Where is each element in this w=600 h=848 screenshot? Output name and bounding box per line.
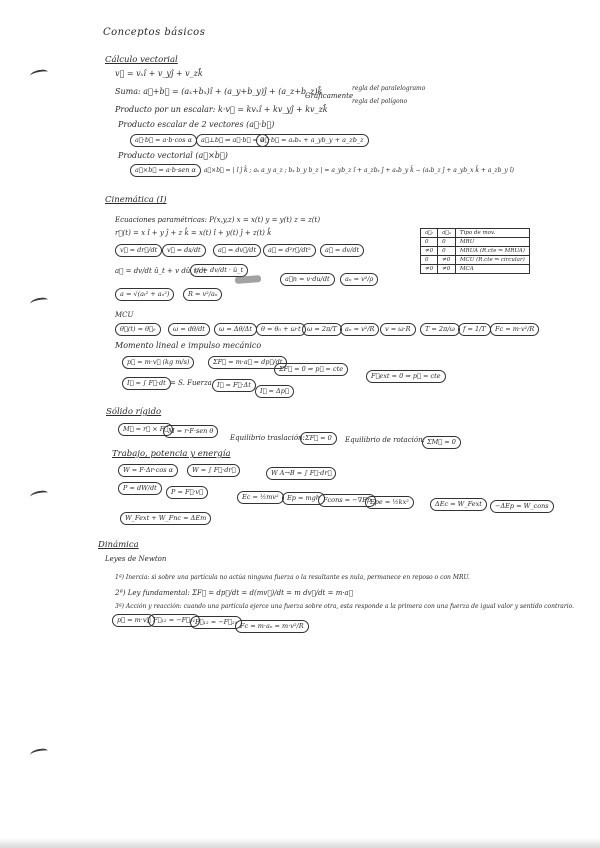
kinematics-box: v⃗ = ds/dt — [162, 244, 206, 257]
impulse-box: I⃗ = ∫ F⃗·dt — [122, 377, 171, 390]
newton-box: p⃗ = m·v⃗ — [112, 614, 155, 627]
page-edge-shadow — [0, 838, 600, 848]
punch-hole-mark — [30, 69, 49, 79]
cross-product-box: a⃗×b⃗ = a·b·sen α — [130, 164, 201, 177]
punch-hole-mark — [30, 490, 49, 500]
impulse-box: I⃗ = Δp⃗ — [255, 385, 294, 398]
newton-second-law: 2ª) Ley fundamental: ΣF⃗ = dp⃗/dt = d(mv⃗)/dt = m dv⃗/dt = m·a⃗ — [115, 589, 353, 597]
cross-product-determinant: a⃗×b⃗ = | î ĵ k̂ ; aₓ a_y a_z ; bₓ b_y b_z | = a_yb_z î + a_zbₓ ĵ + aₓb_y k̂ − (aₓb_z ĵ + a_yb_x k̂ + a_zb_y î) — [204, 167, 514, 174]
scalar-product-line: Producto por un escalar: k·v⃗ = kvₓî + kv_yĵ + kv_zk̂ — [115, 105, 328, 114]
impulse-box: I⃗ = F⃗·Δt — [212, 379, 256, 392]
energy-box: W_Fext + W_Fnc = ΔEm — [120, 512, 211, 525]
energy-box: Ec = ½mv² — [237, 491, 284, 504]
kinematics-box: aₙ = v²/ρ — [340, 273, 378, 286]
punch-hole-mark — [30, 297, 49, 307]
energy-box: Ep = mgh — [282, 492, 325, 505]
newton-third-law: 3ª) Acción y reacción: cuando una partícula ejerce una fuerza sobre otra, esta responde a la primera con una fuerza de igual valor y sentido contrario. — [115, 603, 575, 610]
newton-box: F⃗₁₂ = −F⃗₂₁ — [190, 616, 242, 629]
dot-product-box: a⃗·b⃗ = aₓbₓ + a_yb_y + a_zb_z — [256, 134, 369, 147]
work-heading: Trabajo, potencia y energía — [112, 449, 231, 459]
kinematics-box: a⃗n = v·du/dt — [280, 273, 335, 286]
mcu-box: T = 2π/ω — [420, 323, 460, 336]
dynamics-heading: Dinámica — [98, 540, 139, 550]
dot-product-title: Producto escalar de 2 vectores (a⃗·b⃗) — [118, 120, 275, 129]
power-box: P = dW/dt — [118, 482, 162, 495]
mcu-box: ω = dθ/dt — [168, 323, 210, 336]
polygon-rule: regla del polígono — [352, 98, 408, 105]
kinematics-box: a⃗ = dv/dt — [320, 244, 364, 257]
mcu-box: Fc = m·v²/R — [490, 323, 539, 336]
momentum-title: Momento lineal e impulso mecánico — [115, 341, 262, 350]
work-box: W A→B = ∫ F⃗·dr⃗ — [266, 467, 336, 480]
kinematics-box: a⃗ = dv⃗/dt — [213, 244, 261, 257]
vectorial-heading: Cálculo vectorial — [105, 55, 178, 65]
mcu-box: θ⃗(t) = θ⃗₀ — [115, 323, 161, 336]
newton-laws-title: Leyes de Newton — [105, 555, 167, 563]
energy-box: −ΔEp = W_cons — [490, 500, 554, 513]
mcu-box: θ = θ₀ + ω·t — [256, 323, 306, 336]
acceleration-decomposition: a⃗ = dv/dt û_t + v dû_t/dt — [115, 267, 207, 275]
table-row: 0 ≠0 MCU (R.cte ⇒ circular) — [421, 256, 530, 265]
kinematics-heading: Cinemática (I) — [105, 195, 167, 205]
vector-sum: Suma: a⃗+b⃗ = (aₓ+bₓ)î + (a_y+b_y)ĵ + (a_z+b_z)k̂ — [115, 87, 323, 96]
punch-hole-mark — [30, 748, 49, 758]
kinematics-box: aₜ = dv/dt · û_t — [190, 264, 248, 277]
newton-first-law: 1ª) Inercia: si sobre una partícula no actúa ninguna fuerza o la resultante es nula, permanece en reposo o con MRU. — [115, 574, 470, 581]
newton-box: Fc = m·aₙ = m·v²/R — [235, 620, 309, 633]
mcu-label: MCU — [115, 311, 134, 319]
kinematics-box: R = v²/aₙ — [183, 288, 222, 301]
work-box: W = ∫ F⃗·dr⃗ — [187, 464, 240, 477]
power-box: P = F⃗·v⃗ — [166, 486, 208, 499]
parallelogram-rule: regla del paralelogramo — [352, 85, 426, 92]
torque-box: M = r·F·sen θ — [163, 425, 218, 438]
vector-definition: v⃗ = vₓî + v_yĵ + v_zk̂ — [115, 69, 203, 78]
newton-box: F⃗₁₂ = −F⃗₂₁ — [148, 614, 200, 627]
momentum-box: p⃗ = m·v⃗ (kg m/s) — [122, 356, 194, 369]
work-box: W = F·Δr·cos α — [118, 464, 178, 477]
rotational-equilibrium-label: Equilibrio de rotación: — [345, 436, 425, 444]
mcu-box: aₙ = v²/R — [340, 323, 379, 336]
energy-box: Epe = ½kx² — [365, 496, 414, 509]
rotational-equilibrium-box: ΣM⃗ = 0 — [422, 436, 461, 449]
ink-smudge — [235, 275, 261, 284]
kinematics-box: a = √(aₜ² + aₙ²) — [115, 288, 174, 301]
momentum-box: ΣF⃗ = 0 ⇒ p⃗ = cte — [274, 363, 348, 376]
graphic-label: Gráficamente — [305, 92, 354, 100]
energy-box: Fcons = −∇Ep — [318, 494, 376, 507]
motion-type-table — [420, 228, 530, 274]
table-header: a⃗ₜ — [421, 229, 438, 238]
table-header: a⃗ₙ — [438, 229, 456, 238]
kinematics-box: a⃗ = d²r⃗/dt² — [263, 244, 316, 257]
page-title: Conceptos básicos — [103, 27, 206, 38]
table-header: Tipo de mov. — [455, 229, 529, 238]
mcu-box: f = 1/T — [458, 323, 491, 336]
mcu-box: ω = Δθ/Δt — [214, 323, 257, 336]
parametric-equations: Ecuaciones paramétricas: P(x,y,z) x = x(t) y = y(t) z = z(t) — [115, 216, 321, 224]
table-row: 0 0 MRU — [421, 238, 530, 247]
translational-equilibrium-box: ΣF⃗ = 0 — [300, 432, 337, 445]
dot-product-box: a⃗⊥b⃗ ⇒ a⃗·b⃗ = 0 — [196, 134, 269, 147]
translational-equilibrium-label: Equilibrio traslación: — [230, 434, 305, 442]
position-vector: r⃗(t) = x î + y ĵ + z k̂ = x(t) î + y(t) ĵ + z(t) k̂ — [115, 229, 272, 237]
momentum-box: F⃗ext = 0 ⇒ p⃗ = cte — [366, 370, 446, 383]
table-row: ≠0 0 MRUA (R.cte ⇒ MRUA) — [421, 247, 530, 256]
impulse-note: = S. Fuerza — [170, 379, 212, 387]
mcu-box: v = ω·R — [380, 323, 416, 336]
rigid-body-heading: Sólido rígido — [106, 407, 162, 417]
dot-product-box: a⃗·b⃗ = a·b·cos α — [130, 134, 197, 147]
kinematics-box: v⃗ = dr⃗/dt — [115, 244, 162, 257]
momentum-box: ΣF⃗ = m·a⃗ = dp⃗/dt — [208, 356, 287, 369]
energy-box: ΔEc = W_Fext — [430, 498, 487, 511]
table-row: ≠0 ≠0 MCA — [421, 265, 530, 274]
torque-box: M⃗ = r⃗ × F⃗ — [118, 423, 173, 436]
mcu-box: ω = 2π/T — [302, 323, 342, 336]
cross-product-title: Producto vectorial (a⃗×b⃗) — [118, 151, 228, 160]
